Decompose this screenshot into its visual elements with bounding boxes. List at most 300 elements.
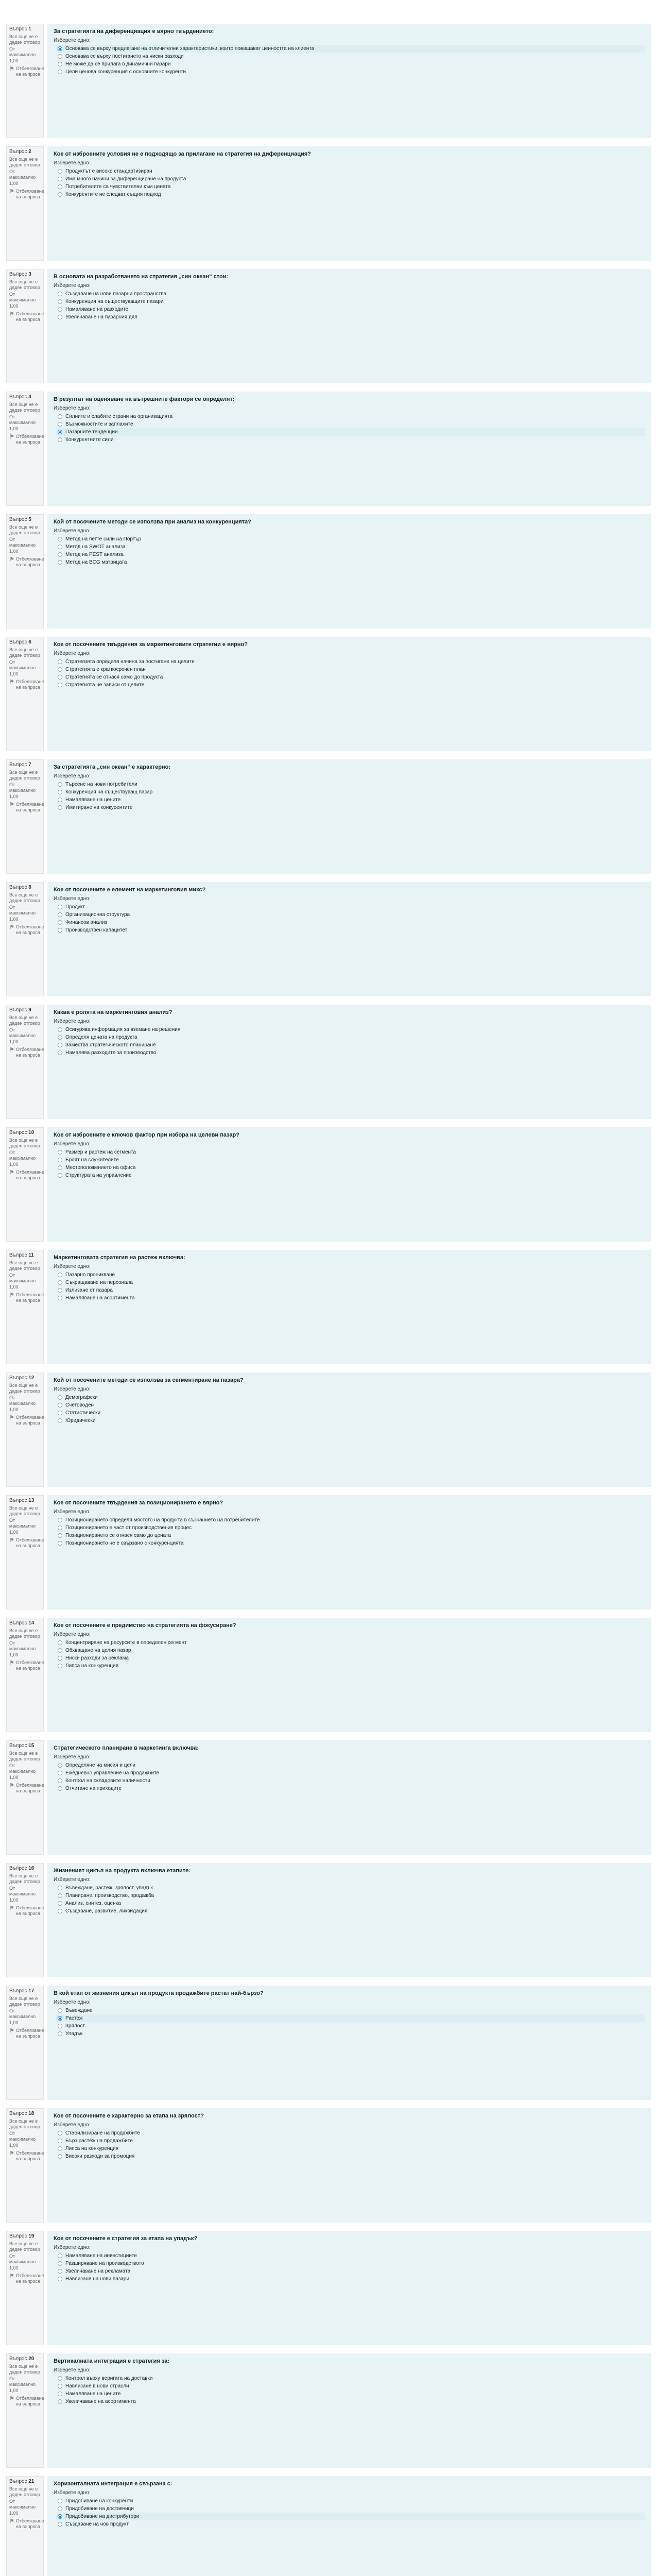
radio-button[interactable]: [58, 790, 62, 794]
answer-option[interactable]: [56, 313, 645, 321]
question-number-value: 15: [28, 1743, 34, 1749]
flag-question-link[interactable]: [9, 65, 44, 78]
radio-button[interactable]: [58, 1173, 62, 1178]
answer-option[interactable]: [56, 1639, 645, 1647]
flag-question-link[interactable]: [9, 2395, 44, 2408]
radio-button[interactable]: [58, 1296, 62, 1300]
radio-button[interactable]: [58, 1886, 62, 1890]
radio-button[interactable]: [58, 1640, 62, 1645]
question-text: В резултат на оценяване на вътрешните фактори се определят:: [54, 396, 235, 402]
answer-option-label: Високи разходи за промоция: [65, 2154, 135, 2160]
radio-button[interactable]: [58, 675, 62, 680]
answer-option[interactable]: [56, 2497, 645, 2505]
answer-option[interactable]: [56, 1785, 645, 1792]
answer-option[interactable]: [56, 1417, 645, 1425]
question-state: Все още не е даден отговор: [9, 156, 40, 167]
question-label: Въпрос: [9, 2111, 27, 2116]
radio-button[interactable]: [58, 184, 62, 189]
answer-option[interactable]: [56, 1662, 645, 1670]
answer-option[interactable]: [56, 1279, 645, 1286]
choose-one-prompt: Изберете едно:: [54, 2122, 91, 2128]
radio-button[interactable]: [58, 1288, 62, 1293]
question-text: Стратегическото планиране в маркетинга включва:: [54, 1745, 199, 1751]
answer-option[interactable]: [56, 1761, 645, 1769]
question-number-value: 13: [28, 1498, 34, 1503]
radio-button[interactable]: [58, 2514, 62, 2519]
answer-option-label: Замества стратегическото планиране: [65, 1042, 156, 1048]
question-number-value: 11: [28, 1252, 34, 1258]
radio-button[interactable]: [58, 177, 62, 181]
question-number-value: 3: [28, 272, 31, 277]
answer-option[interactable]: [56, 428, 645, 436]
flag-question-link[interactable]: [9, 1046, 44, 1059]
radio-button[interactable]: [58, 912, 62, 917]
answer-option[interactable]: [56, 2007, 645, 2014]
flag-question-link[interactable]: [9, 1292, 44, 1304]
answer-option[interactable]: [56, 781, 645, 788]
answer-option[interactable]: [56, 1294, 645, 1302]
radio-button[interactable]: [58, 1664, 62, 1668]
flag-question-link[interactable]: [9, 556, 44, 568]
answer-option[interactable]: [56, 413, 645, 420]
answer-option[interactable]: [56, 1049, 645, 1057]
answer-option[interactable]: [56, 1401, 645, 1409]
answer-option[interactable]: [56, 2375, 645, 2382]
radio-button[interactable]: [58, 552, 62, 557]
question-block: [0, 759, 656, 874]
question-info-panel: [6, 2108, 44, 2223]
answer-option[interactable]: [56, 1516, 645, 1524]
question-content: [47, 1863, 651, 1977]
answer-option[interactable]: [56, 1148, 645, 1156]
question-number: [9, 1743, 41, 1750]
flag-question-link[interactable]: [9, 679, 44, 691]
radio-button[interactable]: [58, 1280, 62, 1285]
flag-icon: ⚑: [9, 2518, 14, 2524]
flag-question-link[interactable]: [9, 2150, 44, 2162]
flag-label: Отбелязване на въпроса: [15, 2273, 44, 2284]
answer-option-label: Броят на служителите: [65, 1157, 119, 1163]
answer-option[interactable]: [56, 1156, 645, 1164]
answer-option[interactable]: [56, 2267, 645, 2275]
answer-option[interactable]: [56, 2014, 645, 2022]
radio-button[interactable]: [58, 192, 62, 197]
answer-option[interactable]: [56, 666, 645, 673]
answer-option[interactable]: [56, 1532, 645, 1539]
answer-option[interactable]: [56, 2520, 645, 2528]
radio-button[interactable]: [58, 62, 62, 66]
flag-question-link[interactable]: [9, 2027, 44, 2040]
flag-question-link[interactable]: [9, 924, 44, 936]
answer-option[interactable]: [56, 1026, 645, 1033]
radio-button[interactable]: [58, 1411, 62, 1415]
question-text: Каква е ролята на маркетинговия анализ?: [54, 1009, 172, 1015]
question-state: Все още не е даден отговор: [9, 1995, 40, 2007]
radio-button[interactable]: [58, 2376, 62, 2381]
question-label: Въпрос: [9, 1007, 27, 1013]
radio-button[interactable]: [58, 169, 62, 174]
answer-option[interactable]: [56, 543, 645, 551]
question-number-value: 6: [28, 639, 31, 645]
radio-button[interactable]: [58, 299, 62, 304]
radio-button[interactable]: [58, 46, 62, 51]
radio-button[interactable]: [58, 2522, 62, 2527]
flag-icon: ⚑: [9, 1046, 14, 1053]
radio-button[interactable]: [58, 782, 62, 787]
question-info-panel: [6, 1127, 44, 1242]
answer-option[interactable]: [56, 1271, 645, 1279]
question-number-value: 18: [28, 2111, 34, 2116]
radio-button[interactable]: [58, 920, 62, 925]
answer-option[interactable]: [56, 53, 645, 60]
answer-option[interactable]: [56, 183, 645, 191]
answer-option[interactable]: [56, 1033, 645, 1041]
answer-option[interactable]: [56, 796, 645, 804]
answer-option[interactable]: [56, 68, 645, 76]
question-state: Все още не е даден отговор: [9, 1505, 40, 1516]
radio-button[interactable]: [58, 1526, 62, 1530]
radio-button[interactable]: [58, 1043, 62, 1047]
question-text: В основата на разработването на стратегия „син океан“ стои:: [54, 274, 229, 280]
flag-label: Отбелязване на въпроса: [15, 2027, 44, 2039]
radio-button[interactable]: [58, 1656, 62, 1660]
radio-button[interactable]: [58, 2277, 62, 2281]
flag-question-link[interactable]: [9, 2518, 44, 2530]
answer-option[interactable]: [56, 306, 645, 313]
answer-option[interactable]: [56, 903, 645, 911]
answer-option[interactable]: [56, 436, 645, 444]
question-block: [0, 2353, 656, 2468]
answer-option[interactable]: [56, 558, 645, 566]
radio-button[interactable]: [58, 2506, 62, 2511]
question-block: [0, 24, 656, 138]
answer-option[interactable]: [56, 1172, 645, 1179]
answer-option[interactable]: [56, 1539, 645, 1547]
radio-button[interactable]: [58, 659, 62, 664]
question-info-panel: [6, 392, 44, 506]
flag-question-link[interactable]: [9, 1782, 44, 1794]
radio-button[interactable]: [58, 315, 62, 319]
radio-button[interactable]: [58, 2008, 62, 2013]
answer-option-label: Създаване на нови пазарни пространства: [65, 291, 167, 297]
question-label: Въпрос: [9, 394, 27, 400]
question-label: Въпрос: [9, 639, 27, 645]
radio-button[interactable]: [58, 2031, 62, 2036]
question-info-panel: [6, 1372, 44, 1487]
radio-button[interactable]: [58, 422, 62, 427]
radio-button[interactable]: [58, 1165, 62, 1170]
radio-button[interactable]: [58, 70, 62, 74]
question-content: [47, 24, 651, 138]
question-text: Кой от посочените методи се използва при анализ на конкуренцията?: [54, 519, 251, 525]
answer-option[interactable]: [56, 1524, 645, 1532]
answer-option-label: Стратегията е краткосрочен план: [65, 667, 146, 673]
question-block: [0, 1986, 656, 2100]
answer-option[interactable]: [56, 673, 645, 681]
question-grade: От максимално 1,00: [9, 292, 36, 309]
answer-option[interactable]: [56, 1286, 645, 1294]
answer-option[interactable]: [56, 1654, 645, 1662]
question-content: [47, 269, 651, 383]
answer-option-label: Структурата на управление: [65, 1173, 132, 1179]
flag-label: Отбелязване на въпроса: [15, 1905, 44, 1916]
answer-option[interactable]: [56, 60, 645, 68]
answer-option-label: Юридически: [65, 1418, 96, 1424]
answer-option[interactable]: [56, 290, 645, 298]
answer-option[interactable]: [56, 1041, 645, 1049]
question-state: Все още не е даден отговор: [9, 1628, 40, 1639]
radio-button[interactable]: [58, 1901, 62, 1906]
radio-button[interactable]: [58, 1893, 62, 1898]
radio-button[interactable]: [58, 2399, 62, 2404]
answer-option[interactable]: [56, 2022, 645, 2030]
question-info-panel: [6, 882, 44, 996]
question-number: [9, 2356, 41, 2363]
answer-option[interactable]: [56, 2505, 645, 2513]
answer-option-label: Пазарните тенденции: [65, 429, 118, 435]
question-block: [0, 1863, 656, 1977]
answer-option-label: Съкращаване на персонала: [65, 1280, 133, 1286]
radio-button[interactable]: [58, 2154, 62, 2159]
flag-question-link[interactable]: [9, 2273, 44, 2285]
radio-button[interactable]: [58, 2146, 62, 2151]
question-content: [47, 2353, 651, 2468]
answer-option[interactable]: [56, 1409, 645, 1417]
question-info-panel: [6, 1495, 44, 1609]
question-info-panel: [6, 2353, 44, 2468]
answer-option[interactable]: [56, 298, 645, 306]
radio-button[interactable]: [58, 683, 62, 687]
flag-question-link[interactable]: [9, 801, 44, 814]
question-number: [9, 2111, 41, 2117]
flag-label: Отбелязване на въпроса: [15, 1537, 44, 1548]
radio-button[interactable]: [58, 1403, 62, 1408]
radio-button[interactable]: [58, 2392, 62, 2396]
radio-button[interactable]: [58, 2016, 62, 2021]
radio-button[interactable]: [58, 2253, 62, 2258]
radio-button[interactable]: [58, 560, 62, 565]
radio-button[interactable]: [58, 1050, 62, 1055]
answer-option[interactable]: [56, 919, 645, 926]
answer-option[interactable]: [56, 2260, 645, 2267]
question-block: [0, 1005, 656, 1119]
flag-question-link[interactable]: [9, 1905, 44, 1917]
question-content: [47, 146, 651, 261]
question-text: Кое от посочените е стратегия за етапа на упадък?: [54, 2235, 198, 2242]
answer-option[interactable]: [56, 1769, 645, 1777]
radio-button[interactable]: [58, 1778, 62, 1783]
question-text: Вертикалната интеграция е стратегия за:: [54, 2358, 169, 2364]
question-number-value: 2: [28, 149, 31, 155]
flag-icon: ⚑: [9, 2150, 14, 2157]
flag-icon: ⚑: [9, 1659, 14, 1666]
radio-button[interactable]: [58, 414, 62, 419]
answer-option[interactable]: [56, 804, 645, 811]
question-text: Кое от изброените условия не е подходящо за прилагане на стратегия на диференциация?: [54, 151, 311, 157]
radio-button[interactable]: [58, 307, 62, 312]
answer-option[interactable]: [56, 1884, 645, 1892]
question-info-panel: [6, 24, 44, 138]
radio-button[interactable]: [58, 1909, 62, 1913]
answer-option[interactable]: [56, 2382, 645, 2390]
answer-option[interactable]: [56, 2513, 645, 2520]
radio-button[interactable]: [58, 2139, 62, 2143]
radio-button[interactable]: [58, 798, 62, 802]
answer-option-label: Придобиване на дистрибутори: [65, 2514, 140, 2520]
choose-one-prompt: Изберете едно:: [54, 2367, 91, 2374]
radio-button[interactable]: [58, 292, 62, 296]
radio-button[interactable]: [58, 1786, 62, 1791]
question-grade: От максимално 1,00: [9, 46, 36, 63]
question-state: Все още не е даден отговор: [9, 1873, 40, 1884]
radio-button[interactable]: [58, 537, 62, 541]
answer-option-label: Позиционирането не е свързано с конкуренцията: [65, 1540, 184, 1547]
answer-option[interactable]: [56, 1907, 645, 1915]
answer-option-label: Счетоводен: [65, 1402, 94, 1409]
radio-button[interactable]: [58, 1395, 62, 1400]
question-block: [0, 146, 656, 261]
radio-button[interactable]: [58, 1027, 62, 1032]
question-state: Все още не е даден отговор: [9, 1137, 40, 1148]
answer-option[interactable]: [56, 2145, 645, 2153]
question-label: Въпрос: [9, 1498, 27, 1503]
flag-icon: ⚑: [9, 924, 14, 930]
radio-button[interactable]: [58, 905, 62, 909]
flag-question-link[interactable]: [9, 433, 44, 446]
answer-option-label: Отчитане на приходите: [65, 1786, 122, 1792]
answer-option[interactable]: [56, 2390, 645, 2398]
answer-option[interactable]: [56, 1647, 645, 1654]
flag-question-link[interactable]: [9, 1659, 44, 1672]
radio-button[interactable]: [58, 1541, 62, 1546]
question-state: Все още не е даден отговор: [9, 2118, 40, 2129]
answer-option-label: Статистически: [65, 1410, 101, 1416]
answer-option-label: Намаляване на разходите: [65, 307, 129, 313]
question-grade: От максимално 1,00: [9, 2253, 36, 2270]
question-number: [9, 149, 41, 156]
radio-button[interactable]: [58, 1648, 62, 1653]
answer-option[interactable]: [56, 681, 645, 689]
question-number-value: 21: [28, 2479, 34, 2484]
radio-button[interactable]: [58, 2499, 62, 2503]
radio-button[interactable]: [58, 2024, 62, 2028]
answer-option[interactable]: [56, 2030, 645, 2038]
radio-button[interactable]: [58, 54, 62, 59]
answer-option[interactable]: [56, 2275, 645, 2283]
question-content: [47, 1250, 651, 1364]
flag-icon: ⚑: [9, 556, 14, 563]
answer-option-label: Позиционирането е част от производствения процес: [65, 1525, 192, 1531]
question-number-value: 20: [28, 2356, 34, 2362]
answer-option[interactable]: [56, 2153, 645, 2160]
radio-button[interactable]: [58, 2131, 62, 2136]
answer-option-label: Анализ, синтез, оценка: [65, 1901, 121, 1907]
radio-button[interactable]: [58, 1771, 62, 1775]
question-block: [0, 1618, 656, 1732]
question-state: Все още не е даден отговор: [9, 1382, 40, 1394]
answer-option-label: Създаване на нов продукт: [65, 2521, 129, 2528]
answer-option[interactable]: [56, 2398, 645, 2405]
question-info-panel: [6, 1005, 44, 1119]
answer-option[interactable]: [56, 1777, 645, 1785]
radio-button[interactable]: [58, 545, 62, 549]
answer-option[interactable]: [56, 788, 645, 796]
radio-button[interactable]: [58, 928, 62, 933]
flag-question-link[interactable]: [9, 188, 44, 200]
question-grade: От максимално 1,00: [9, 2376, 36, 2393]
answer-option[interactable]: [56, 1394, 645, 1401]
answer-option[interactable]: [56, 911, 645, 919]
question-state: Все още не е даден отговор: [9, 401, 40, 413]
answer-option-label: Въвеждане: [65, 2008, 93, 2014]
answer-option[interactable]: [56, 658, 645, 666]
radio-button[interactable]: [58, 805, 62, 810]
radio-button[interactable]: [58, 1150, 62, 1155]
choose-one-prompt: Изберете едно:: [54, 1999, 91, 2006]
answer-option[interactable]: [56, 551, 645, 558]
radio-button[interactable]: [58, 2269, 62, 2274]
answer-option[interactable]: [56, 167, 645, 175]
radio-button[interactable]: [58, 667, 62, 672]
radio-button[interactable]: [58, 1418, 62, 1423]
question-label: Въпрос: [9, 762, 27, 768]
question-grade: От максимално 1,00: [9, 1027, 36, 1044]
radio-button[interactable]: [58, 1763, 62, 1768]
radio-button[interactable]: [58, 430, 62, 434]
radio-button[interactable]: [58, 1035, 62, 1040]
answer-option[interactable]: [56, 535, 645, 543]
question-number: [9, 394, 41, 401]
answer-option[interactable]: [56, 45, 645, 53]
answer-option-label: Метод на PEST анализа: [65, 552, 124, 558]
answer-option[interactable]: [56, 1892, 645, 1900]
answer-option[interactable]: [56, 926, 645, 934]
question-label: Въпрос: [9, 2233, 27, 2239]
flag-question-link[interactable]: [9, 1537, 44, 1549]
answer-option[interactable]: [56, 2252, 645, 2260]
radio-button[interactable]: [58, 437, 62, 442]
flag-question-link[interactable]: [9, 1414, 44, 1427]
radio-button[interactable]: [58, 1518, 62, 1522]
answer-option[interactable]: [56, 2137, 645, 2145]
question-number: [9, 272, 41, 278]
answer-option[interactable]: [56, 1164, 645, 1172]
answer-option[interactable]: [56, 1900, 645, 1907]
answer-option-label: Определяне на мисия и цели: [65, 1762, 136, 1769]
radio-button[interactable]: [58, 1533, 62, 1538]
flag-question-link[interactable]: [9, 1169, 44, 1181]
answer-option[interactable]: [56, 175, 645, 183]
radio-button[interactable]: [58, 2384, 62, 2388]
answer-option[interactable]: [56, 420, 645, 428]
question-state: Все още не е даден отговор: [9, 2363, 40, 2375]
question-info-panel: [6, 1863, 44, 1977]
radio-button[interactable]: [58, 1158, 62, 1162]
answer-option[interactable]: [56, 2129, 645, 2137]
radio-button[interactable]: [58, 1273, 62, 1277]
answer-option[interactable]: [56, 191, 645, 198]
question-number: [9, 1252, 41, 1259]
answer-option-label: Демографски: [65, 1395, 98, 1401]
answer-option-label: Стратегията се отнася само до продукта: [65, 674, 163, 681]
question-number-value: 10: [28, 1130, 34, 1136]
question-info-panel: [6, 2476, 44, 2576]
answer-option-label: Растеж: [65, 2015, 83, 2022]
radio-button[interactable]: [58, 2261, 62, 2266]
question-label: Въпрос: [9, 272, 27, 277]
flag-question-link[interactable]: [9, 311, 44, 323]
flag-label: Отбелязване на въпроса: [15, 1169, 44, 1180]
